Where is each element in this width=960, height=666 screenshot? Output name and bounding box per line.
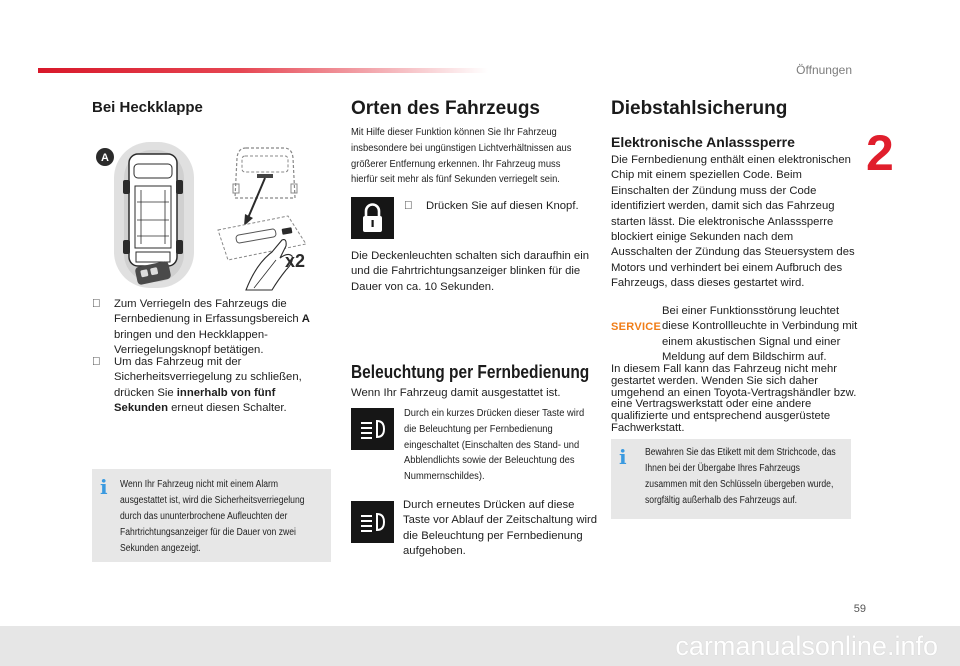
header-accent-bar	[38, 68, 488, 73]
heading-anti-theft: Diebstahlsicherung	[611, 98, 788, 119]
lighting-on-text: Durch ein kurzes Drücken dieser Taste wird die Beleuchtung per Fernbedienung eingeschaltet (Einschalten des Stand- und Abblendlichts sowie der Beleuchtung des Nummernschildes).	[404, 408, 585, 483]
info-box-barcode	[611, 439, 851, 519]
lights-text: Die Deckenleuchten schalten sich daraufhin ein und die Fahrtrichtungsanzeiger blinken für die Dauer von ca. 10 Sekunden.	[351, 250, 590, 293]
heading-locate-vehicle: Orten des Fahrzeugs	[351, 98, 540, 119]
bullet-press-lock: Drücken Sie auf diesen Knopf.	[404, 199, 604, 214]
bullet-marker	[404, 199, 412, 214]
lock-button-icon	[351, 197, 394, 239]
contact-dealer-text: In diesem Fall kann das Fahrzeug nicht mehr gestartet werden. Wenden Sie sich daher umgehend an einen Toyota-Vertragshändler bzw. eine Vertragswerkstatt oder eine andere qualifizierte und entsprechend ausgerüstete Fachwerkstatt.	[611, 363, 857, 434]
info-icon: i	[100, 475, 108, 499]
lighting-button-icon-2	[351, 501, 394, 543]
chapter-number: 2	[866, 125, 894, 181]
lock-icon	[351, 197, 394, 239]
heading-remote-lighting: Beleuchtung per Fernbedienung	[351, 362, 590, 382]
press-twice-label: x2	[285, 251, 306, 271]
tailgate-figure	[96, 140, 310, 292]
info-text-alarm: Wenn Ihr Fahrzeug nicht mit einem Alarm ausgestattet ist, wird die Sicherheitsverriegelung durch das ununterbrochene Aufleuchten der Fahrtrichtungsanzeiger für die Dauer von zwei Sekunden angezeigt.	[120, 479, 305, 554]
page-number: 59	[853, 603, 866, 615]
heading-immobiliser: Elektronische Anlasssperre	[611, 134, 795, 150]
heading-tailgate: Bei Heckklappe	[92, 99, 203, 116]
immobiliser-text: Die Fernbedienung enthält einen elektronischen Chip mit einem speziellen Code. Beim Einschalten der Zündung muss der Code identifiziert werden, damit sich das Fahrzeug starten lässt. Die elektronische Anlasssperre blockiert einige Sekunden nach dem Ausschalten der Zündung das Steuersystem des Motors und verhindert bei einem Aufbruch des Fahrzeugs, dass dieses gestartet wird.	[611, 154, 855, 290]
info-box-alarm	[92, 469, 331, 562]
bullet-marker	[92, 355, 100, 370]
service-warning-icon: SERVICE	[611, 321, 662, 333]
info-icon: i	[619, 445, 627, 469]
remote-lighting-intro: Wenn Ihr Fahrzeug damit ausgestattet ist.	[351, 387, 561, 399]
lighting-off-text: Durch erneutes Drücken auf diese Taste vor Ablauf der Zeitschaltung wird die Beleuchtung per Fernbedienung aufgehoben.	[403, 499, 598, 558]
headlight-icon	[351, 408, 394, 450]
zone-a-label: A	[101, 152, 109, 164]
headlight-icon	[351, 501, 394, 543]
info-text-barcode: Bewahren Sie das Etikett mit dem Strichcode, das Ihnen bei der Übergabe Ihres Fahrzeugs zusammen mit den Schlüsseln übergeben wurde, sorgfältig außerhalb des Fahrzeugs auf.	[645, 447, 836, 506]
bullet-deadlock: Um das Fahrzeug mit der Sicherheitsverriegelung zu schließen, drücken Sie innerhalb von fünf Sekunden erneut diesen Schalter.	[92, 355, 324, 417]
bullet-lock-tailgate: Zum Verriegeln des Fahrzeugs die Fernbedienung in Erfassungsbereich A bringen und den Heckklappen-Verriegelungsknopf betätigen.	[92, 297, 324, 359]
van-rear-view-icon	[233, 148, 297, 226]
locate-intro: Mit Hilfe dieser Funktion können Sie Ihr Fahrzeug insbesondere bei ungünstigen Lichtverhältnissen aus größerer Entfernung erkennen. Ihr Fahrzeug muss hierfür seit mehr als fünf Sekunden verriegelt sein.	[351, 127, 572, 186]
bullet-marker	[92, 297, 100, 312]
chapter-title: Öffnungen	[796, 63, 852, 77]
van-top-view-icon	[123, 154, 183, 266]
service-warning-text: Bei einer Funktionsstörung leuchtet diese Kontrollleuchte in Verbindung mit einem akustischen Signal und einer Meldung auf dem Bildschirm auf.	[662, 305, 858, 364]
lighting-button-icon-1	[351, 408, 394, 450]
watermark: carmanualsonline.info	[0, 626, 960, 666]
